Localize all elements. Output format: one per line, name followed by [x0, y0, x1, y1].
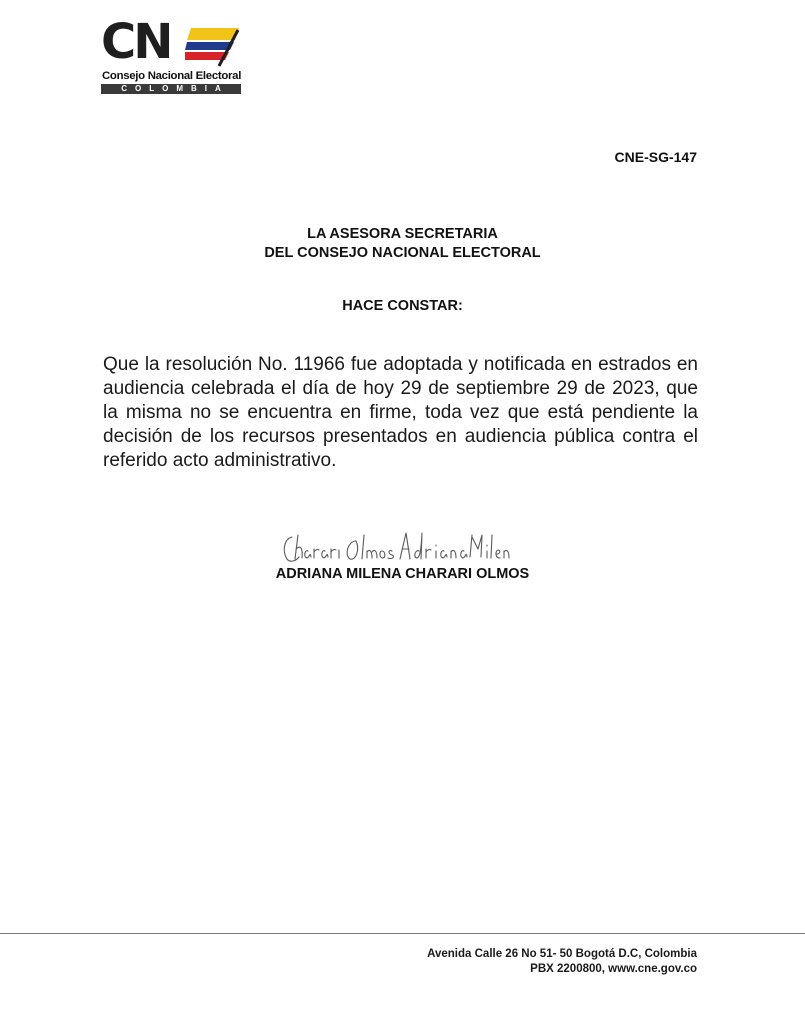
footer-divider [0, 933, 805, 934]
heading-line-1: LA ASESORA SECRETARIA [307, 226, 498, 242]
document-body: Que la resolución No. 11966 fue adoptada y notificada en estrados en audiencia celebrada el día de hoy 29 de septiembre 29 de 2023, que la misma no se encuentra en firme, toda vez que está pendiente la decisión de los recursos presentados en audiencia pública contra el referido acto administrativo. [103, 354, 698, 471]
cne-logo [101, 14, 243, 94]
logo-mark: CN [101, 14, 171, 70]
heading-line-2: DEL CONSEJO NACIONAL ELECTORAL [264, 245, 541, 261]
footer [427, 947, 697, 977]
document-heading [0, 225, 805, 263]
document-reference: CNE-SG-147 [614, 149, 697, 165]
footer-contact: PBX 2200800, www.cne.gov.co [530, 963, 697, 975]
logo-name: Consejo Nacional Electoral [102, 70, 242, 82]
colombia-flag-icon [185, 26, 241, 68]
declaration-heading: HACE CONSTAR: [342, 298, 463, 314]
signer-name: ADRIANA MILENA CHARARI OLMOS [275, 566, 530, 582]
handwritten-signature [278, 527, 510, 565]
logo-country: COLOMBIA [101, 84, 241, 94]
footer-address: Avenida Calle 26 No 51- 50 Bogotá D.C, Colombia [427, 948, 697, 960]
